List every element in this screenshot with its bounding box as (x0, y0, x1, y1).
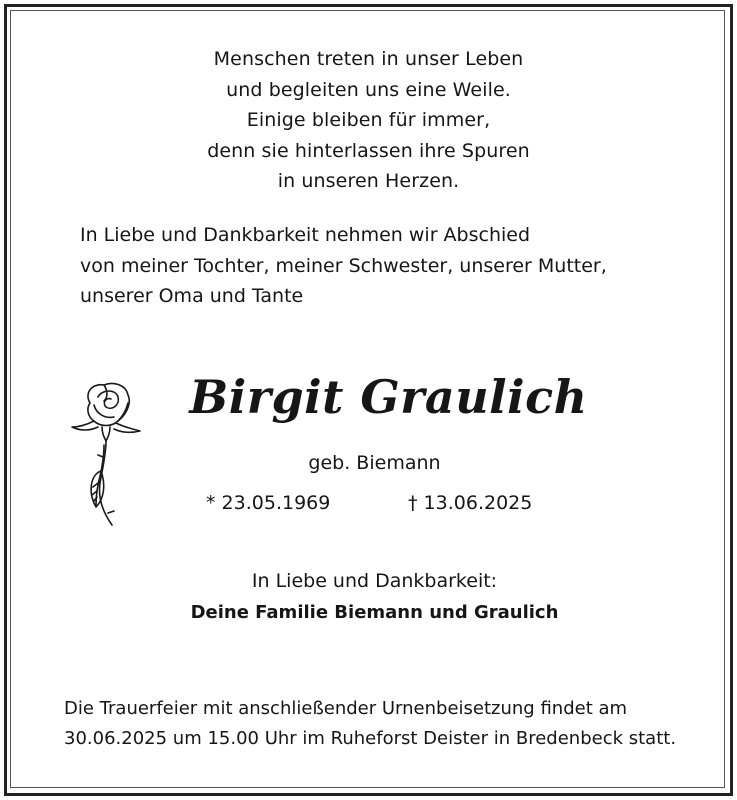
birth-date-line (206, 488, 330, 518)
thanks-line: In Liebe und Dankbarkeit: (251, 570, 498, 592)
death-date: 13.06.2025 (423, 492, 533, 514)
family-signature: Deine Familie Biemann und Graulich (190, 602, 559, 623)
farewell-line: von meiner Tochter, meiner Schwester, unserer Mutter, (80, 254, 607, 277)
death-date-line (408, 488, 532, 518)
funeral-service-info (64, 694, 704, 754)
poem-line: denn sie hinterlassen ihre Spuren (207, 139, 530, 162)
death-symbol: † (408, 492, 418, 514)
poem-line: Menschen treten in unser Leben (213, 48, 524, 70)
farewell-line: unserer Oma und Tante (80, 285, 304, 307)
birth-date: 23.05.1969 (221, 492, 331, 514)
farewell-text (80, 220, 700, 312)
maiden-name: geb. Biemann (308, 452, 441, 474)
decedent-name: Birgit Graulich (189, 370, 588, 424)
service-line: 30.06.2025 um 15.00 Uhr im Ruheforst Deister in Bredenbeck statt. (64, 728, 677, 749)
service-line: Die Trauerfeier mit anschließender Urnenbeisetzung findet am (64, 698, 628, 719)
farewell-line: In Liebe und Dankbarkeit nehmen wir Abschied (80, 224, 531, 246)
poem-line: und begleiten uns eine Weile. (226, 78, 511, 101)
poem-line: in unseren Herzen. (277, 170, 460, 192)
poem-line: Einige bleiben für immer, (246, 109, 491, 131)
poem (0, 44, 737, 197)
birth-symbol: * (206, 492, 216, 514)
